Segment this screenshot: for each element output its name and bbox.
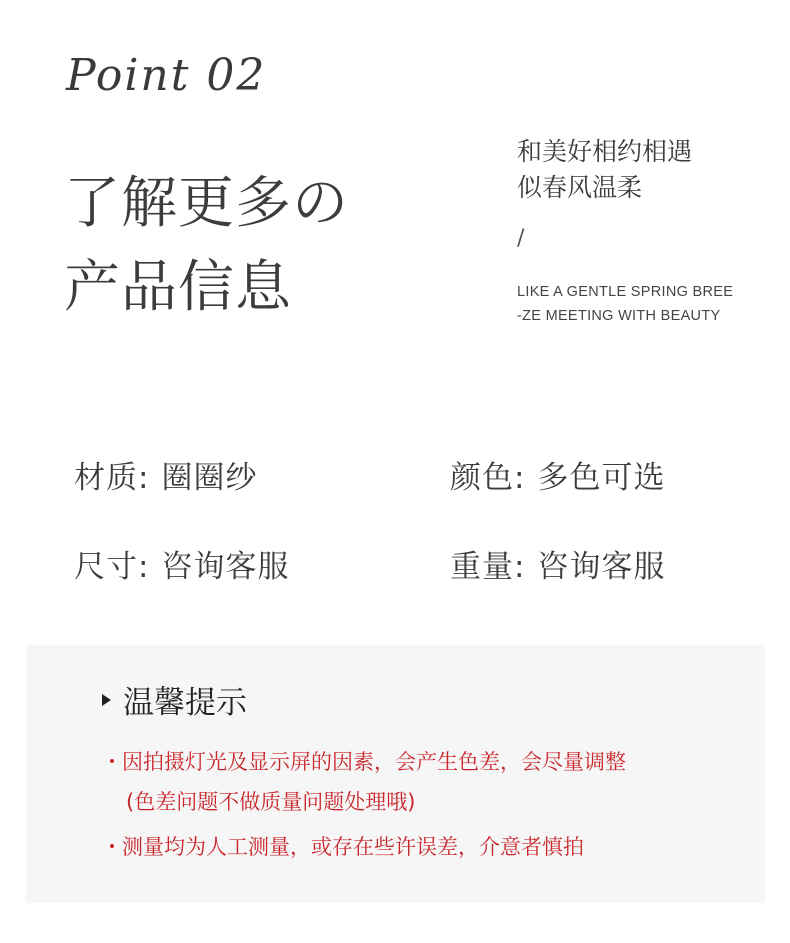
spec-material-label: 材质 (74, 460, 138, 496)
slogan-en-line-2: -ZE MEETING WITH BEAUTY (517, 308, 721, 324)
spec-color (450, 452, 665, 497)
spec-weight-value: 咨询客服 (537, 549, 666, 585)
spec-size-label: 尺寸 (74, 549, 138, 585)
slogan-line-1: 和美好相约相遇 (517, 137, 693, 166)
tip-item-2-text: 测量均为人工测量，或存在些许误差，介意者慎拍 (122, 835, 584, 859)
spec-weight (450, 541, 665, 586)
spec-material (74, 452, 257, 497)
triangle-right-icon (102, 694, 111, 706)
spec-color-sep: : (514, 460, 526, 496)
bullet-dot-icon (110, 844, 114, 848)
tip-item-1-text: 因拍摄灯光及显示屏的因素，会产生色差，会尽量调整 (122, 750, 626, 774)
slogan-divider: / (517, 226, 525, 251)
spec-size-value: 咨询客服 (161, 549, 290, 585)
spec-size (74, 541, 289, 586)
spec-color-label: 颜色 (450, 460, 514, 496)
spec-size-sep: : (138, 549, 150, 585)
spec-weight-label: 重量 (450, 549, 514, 585)
tips-heading (102, 677, 247, 722)
tips-title: 温馨提示 (123, 685, 247, 721)
spec-material-value: 圈圈纱 (161, 460, 258, 496)
slogan-en-line-1: LIKE A GENTLE SPRING BREE (517, 284, 734, 300)
spec-weight-sep: : (514, 549, 526, 585)
page-title-line-1: 了解更多の (64, 171, 349, 236)
slogan-cn (517, 134, 692, 206)
page-title (64, 162, 349, 330)
slogan-en (517, 280, 733, 328)
point-label: Point 02 (66, 50, 267, 101)
spec-color-value: 多色可选 (537, 460, 666, 496)
tip-item-2 (110, 831, 584, 861)
page-title-line-2: 产品信息 (64, 255, 292, 320)
bullet-dot-icon (110, 759, 114, 763)
tips-panel (26, 645, 765, 903)
tip-item-1 (110, 746, 626, 776)
spec-material-sep: : (138, 460, 150, 496)
slogan-line-2: 似春风温柔 (517, 173, 643, 202)
tip-item-1-note: (色差问题不做质量问题处理哦) (126, 790, 416, 814)
